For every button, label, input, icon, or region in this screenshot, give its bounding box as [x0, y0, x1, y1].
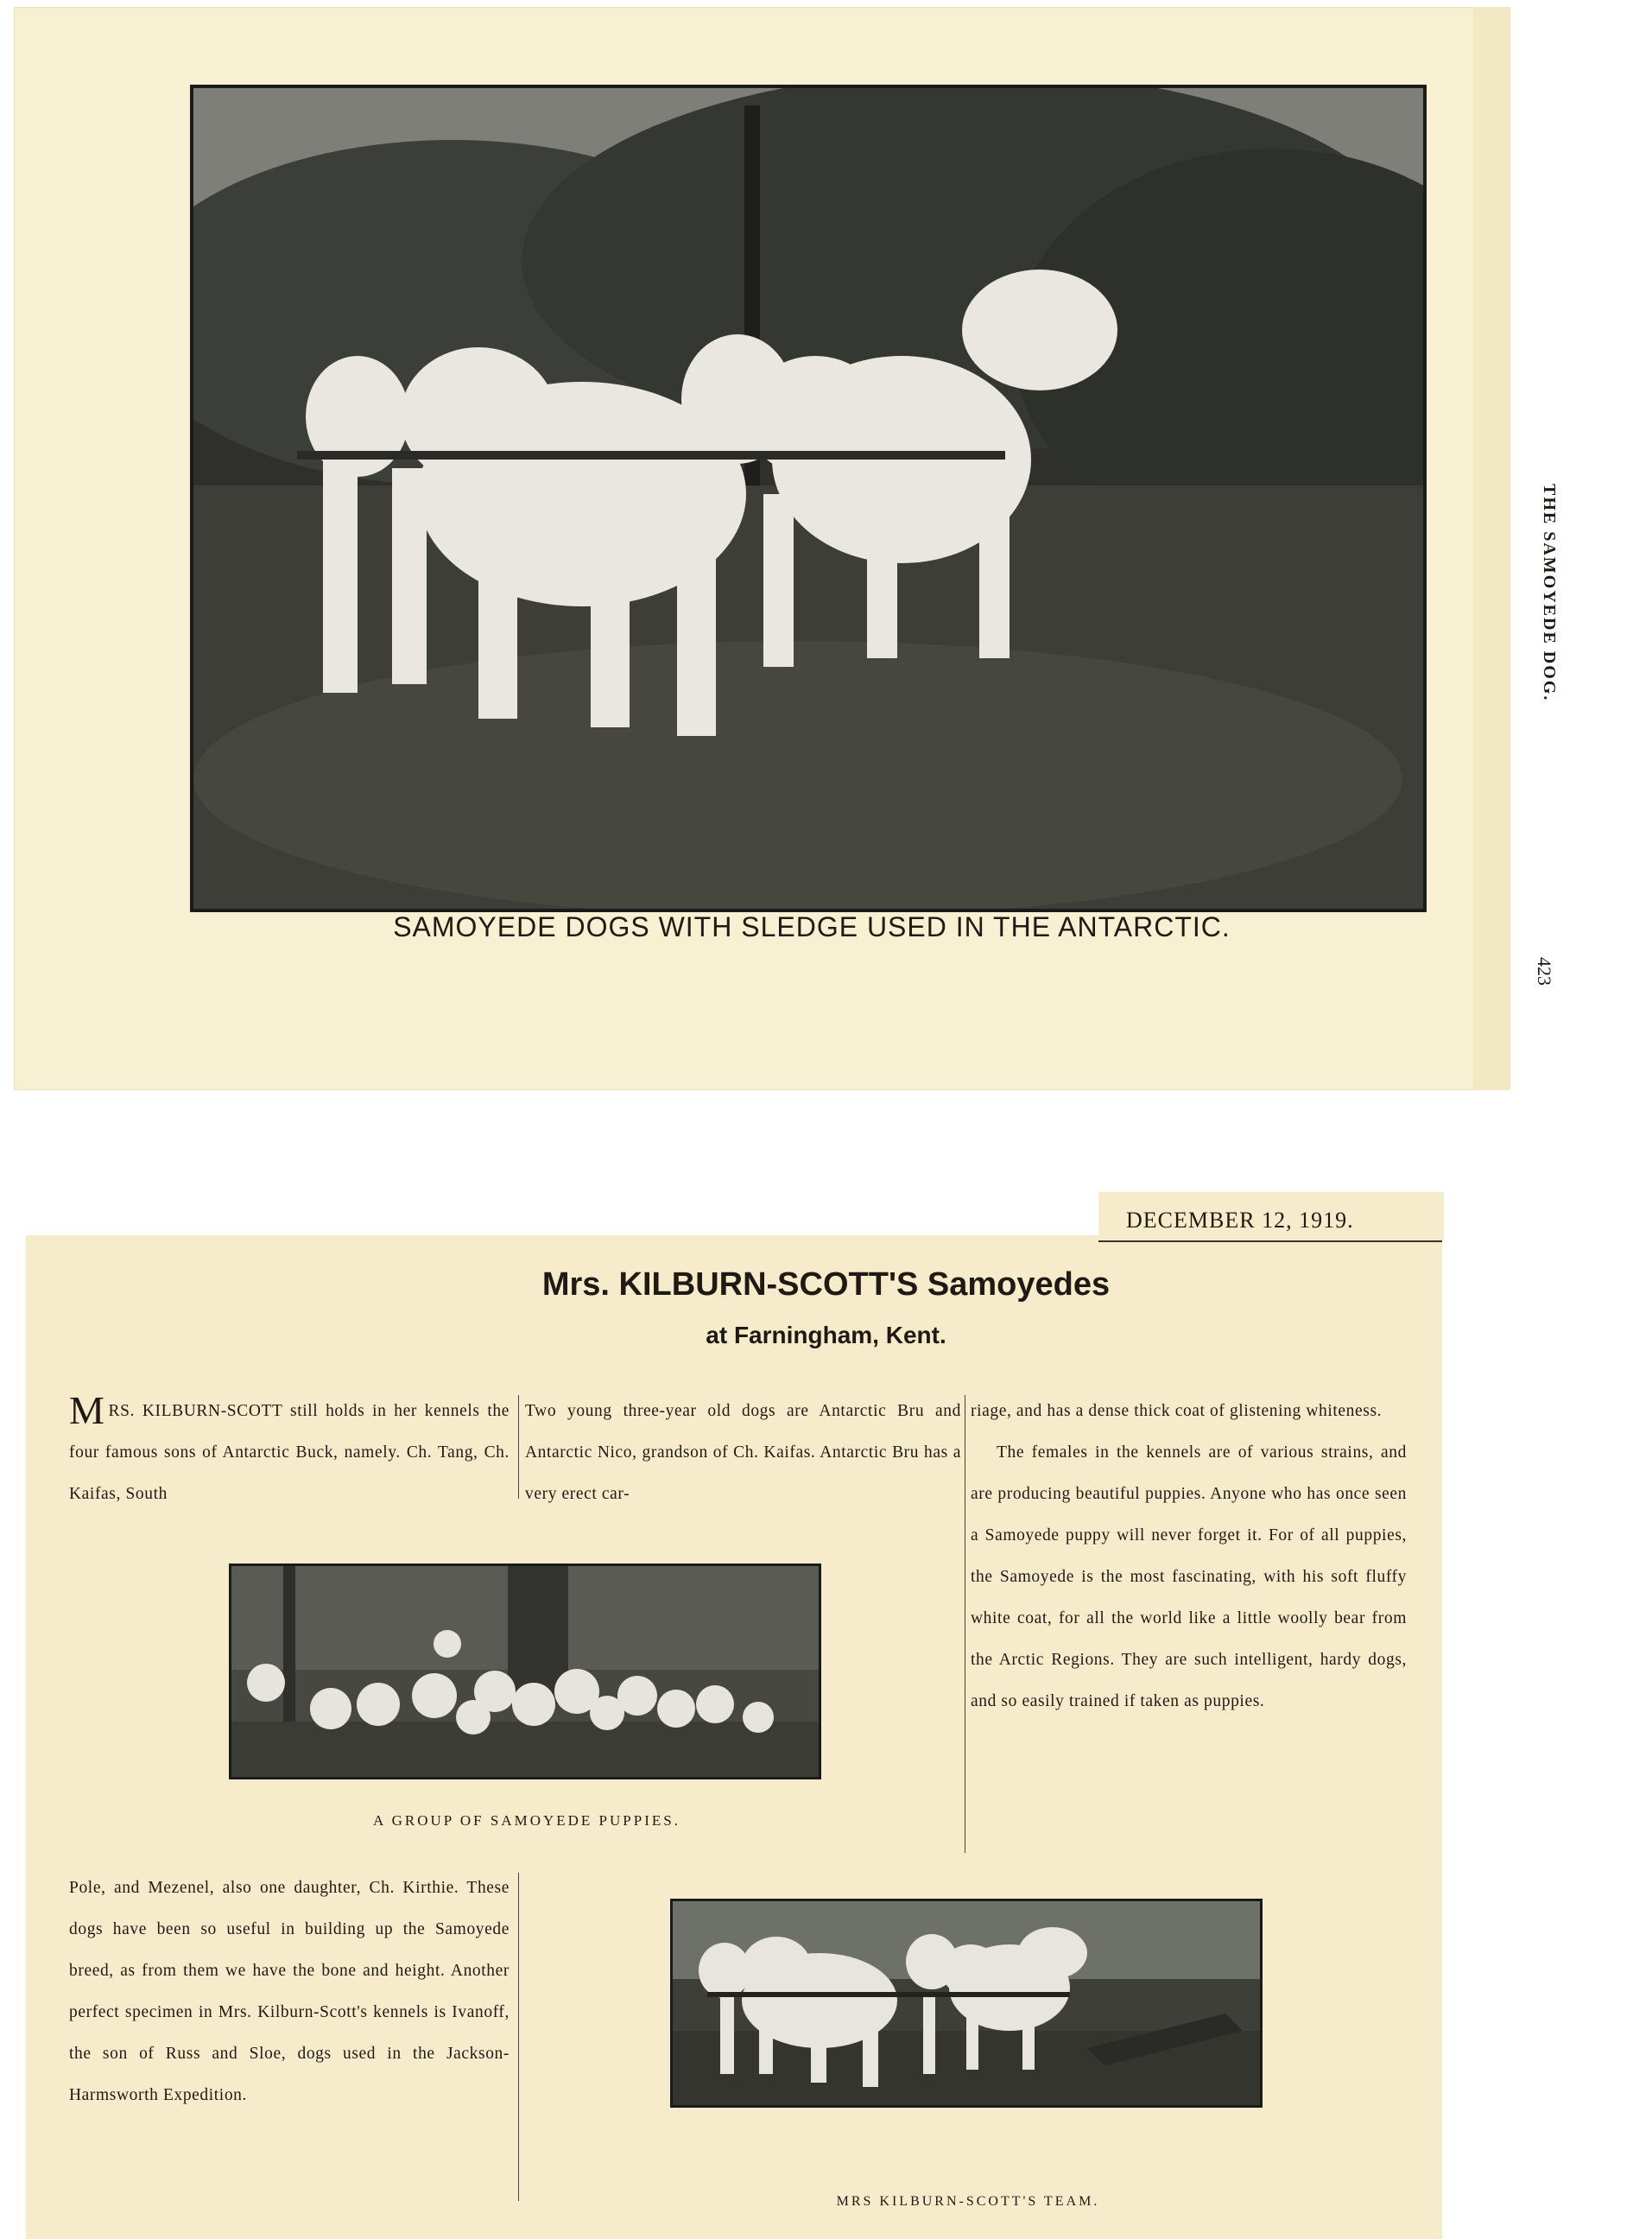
column-3-paragraph-1: riage, and has a dense thick coat of glistening whiteness.	[971, 1402, 1383, 1420]
date-rule	[1098, 1240, 1442, 1242]
article-column-2	[525, 1391, 961, 1515]
column-1-text: RS. KILBURN-SCOTT still holds in her kennels the four famous sons of Antarctic Buck, namely. Ch. Tang, Ch. Kaifas, South	[69, 1402, 510, 1503]
running-title: THE SAMOYEDE DOG.	[1540, 484, 1559, 702]
team-photo-caption: MRS KILBURN-SCOTT'S TEAM.	[836, 2194, 1100, 2209]
article-column-1	[69, 1388, 510, 1515]
article-column-3	[971, 1391, 1407, 1722]
team-photo	[670, 1899, 1263, 2108]
article-subhead: at Farningham, Kent.	[706, 1322, 946, 1348]
article-headline: Mrs. KILBURN-SCOTT'S Samoyedes	[541, 1266, 1111, 1303]
drop-cap: M	[69, 1388, 105, 1432]
article-column-1-continued	[69, 1868, 510, 2116]
column-1-continued-text: Pole, and Mezenel, also one daughter, Ch. Kirthie. These dogs have been so useful in building up the Samoyede breed, as from them we have the bone and height. Another perfect specimen in Mrs. Kilburn-Scott's kennels is Ivanoff, the son of Russ and Sloe, dogs used in the Jackson-Harmsworth Expedition.	[69, 1879, 510, 2104]
sledge-photo-caption: SAMOYEDE DOGS WITH SLEDGE USED IN THE ANTARCTIC.	[393, 911, 1231, 942]
sledge-dogs-photo	[190, 85, 1427, 912]
issue-date: DECEMBER 12, 1919.	[1126, 1208, 1354, 1233]
page-edge-strip	[1473, 7, 1510, 1090]
column-rule	[518, 1873, 519, 2201]
column-2-text: Two young three-year old dogs are Antarctic Bru and Antarctic Nico, grandson of Ch. Kaifas. Antarctic Bru has a very erect car-	[525, 1402, 961, 1503]
page-number: 423	[1534, 957, 1555, 986]
column-3-paragraph-2: The females in the kennels are of various strains, and are producing beautiful puppies. Anyone who has once seen a Samoyede puppy will never forget it. For of all puppies, the Samoyede is the most fascinating, with his soft fluffy white coat, for all the world like a little woolly bear from the Arctic Regions. They are such intelligent, hardy dogs, and so easily trained if taken as puppies.	[971, 1443, 1407, 1710]
puppies-photo	[229, 1563, 821, 1779]
column-rule	[518, 1395, 519, 1499]
puppies-photo-caption: A GROUP OF SAMOYEDE PUPPIES.	[373, 1812, 680, 1829]
